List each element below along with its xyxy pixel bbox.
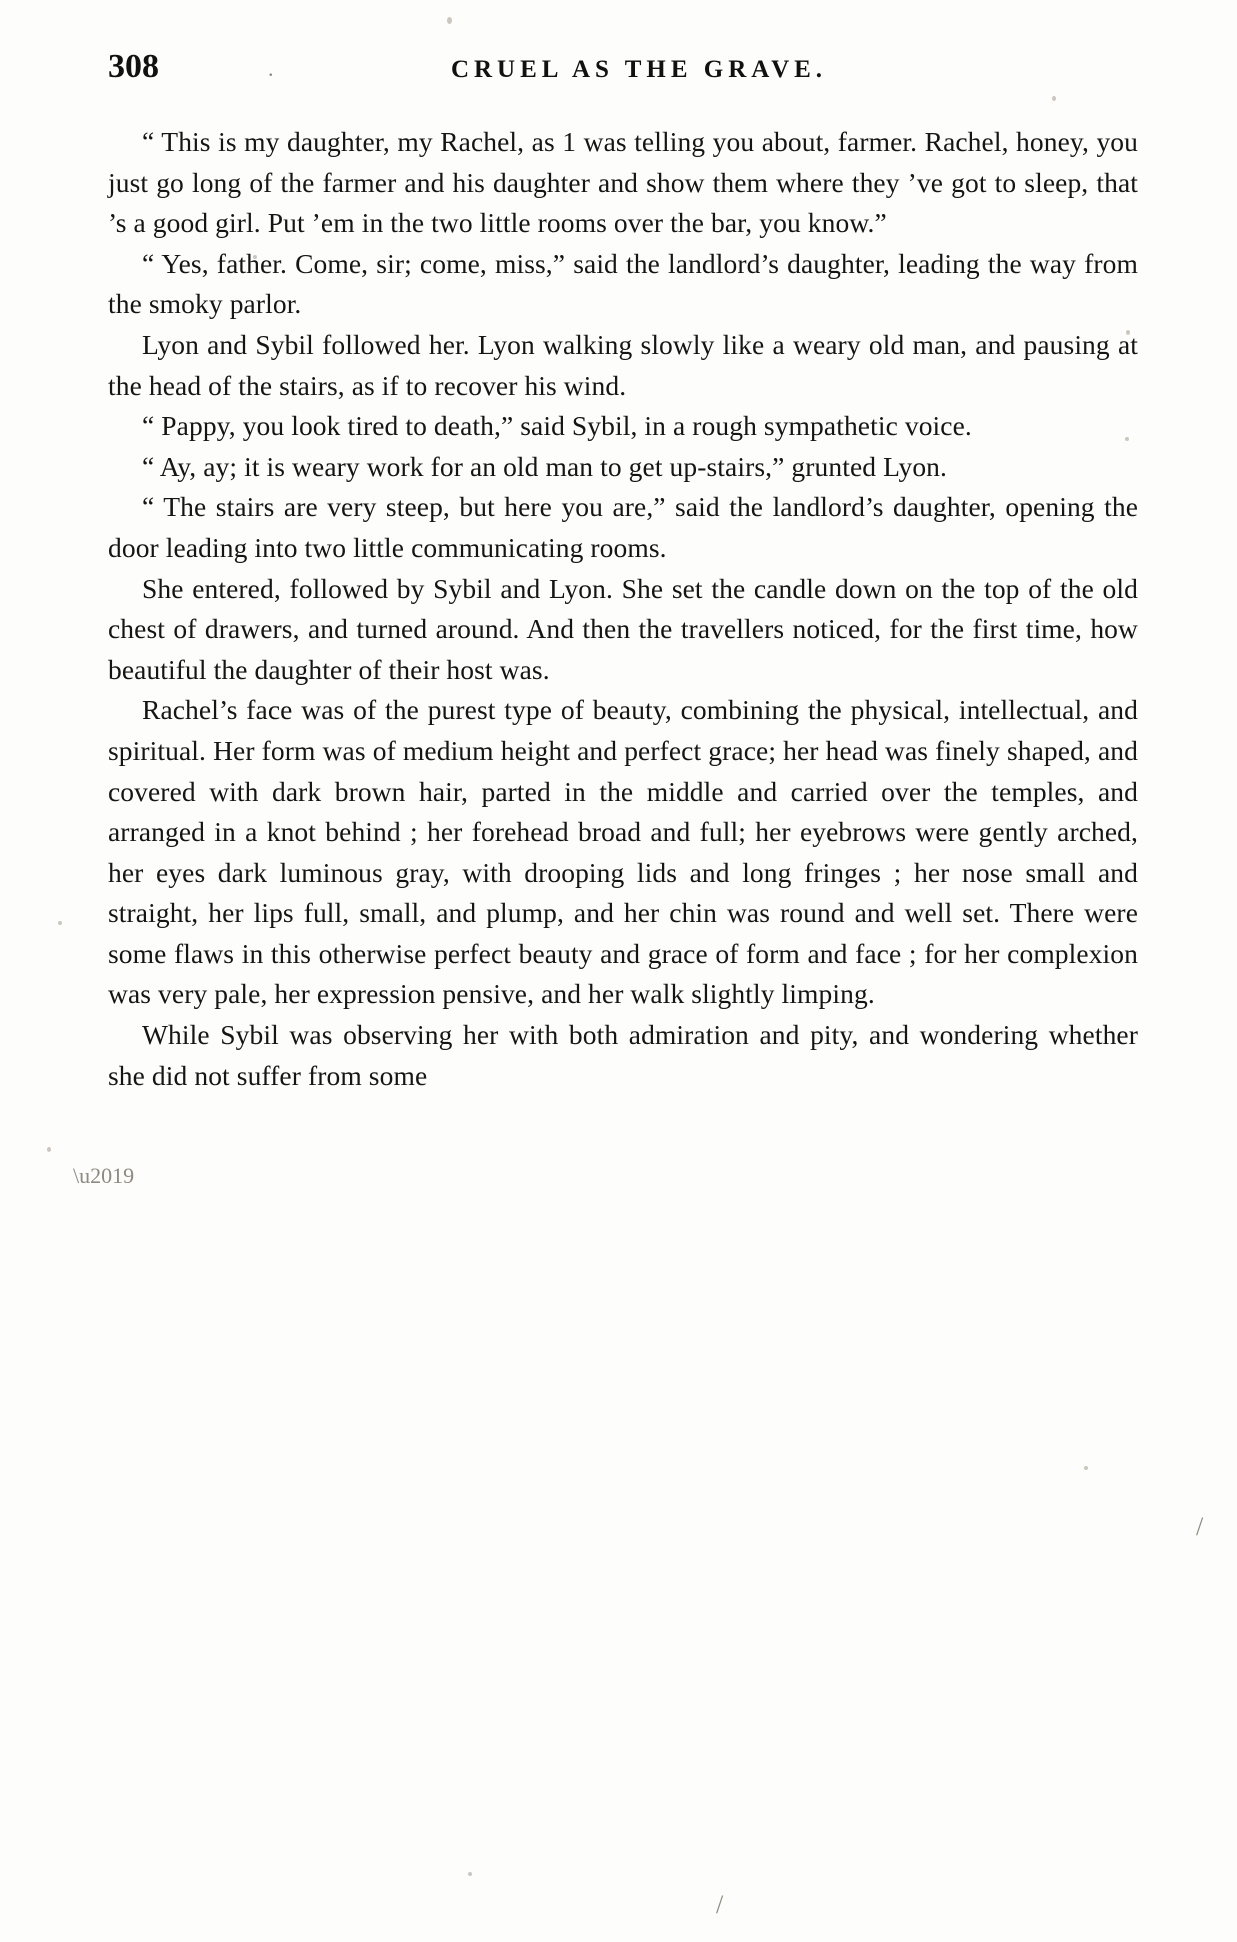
- paragraph: While Sybil was observing her with both admiration and pity, and wondering whether she did not suffer from some: [108, 1019, 1138, 1091]
- paragraph: Lyon and Sybil followed her. Lyon walking slowly like a weary old man, and pausing at the head of the stairs, as if to recover his wind.: [108, 328, 1138, 401]
- scan-mark: /: [1196, 1512, 1204, 1541]
- scan-mark: .: [268, 56, 274, 81]
- paragraph: “ Ay, ay; it is weary work for an old man to get up-stairs,” grunted Lyon.: [142, 450, 947, 482]
- paragraph: “ This is my daughter, my Rachel, as 1 was telling you about, farmer. Rachel, honey, you just go long of the farmer and his daughter and show them where they ’ve got to sleep, that ’s a good girl. Put ’em in the two little rooms over the bar, you know.”: [108, 126, 1138, 239]
- paragraph: “ The stairs are very steep, but here you are,” said the landlord’s daughter, opening the door leading into two little communicating rooms.: [108, 491, 1138, 563]
- scan-mark: \u2019: [73, 1163, 135, 1188]
- scan-mark: /: [716, 1890, 724, 1919]
- paragraph: She entered, followed by Sybil and Lyon. She set the candle down on the top of the old chest of drawers, and turned around. And then the travellers noticed, for the first time, how beautiful the daughter of their host was.: [108, 572, 1138, 685]
- paragraph: “ Pappy, you look tired to death,” said Sybil, in a rough sympathetic voice.: [142, 410, 972, 442]
- page-header: [108, 48, 1138, 100]
- page-number: 308: [108, 48, 159, 85]
- scan-speck: [468, 1872, 472, 1876]
- page-body: [108, 122, 1138, 1096]
- scan-speck: [1084, 1466, 1088, 1470]
- scan-speck: [47, 1147, 51, 1152]
- paragraph: “ Yes, father. Come, sir; come, miss,” said the landlord’s daughter, leading the way from the smoky parlor.: [108, 247, 1138, 320]
- paragraph: Rachel’s face was of the purest type of beauty, combining the physical, intellectual, and spiritual. Her form was of medium height and perfect grace; her head was finely shaped, and covered with dark brown hair, parted in the middle and carried over the temples, and arranged in a knot behind ; her forehead broad and full; her eyebrows were gently arched, her eyes dark luminous gray, with drooping lids and long fringes ; her nose small and straight, her lips full, small, and plump, and her chin was round and well set. There were some flaws in this otherwise perfect beauty and grace of form and face ; for her complexion was very pale, her expression pensive, and her walk slightly limping.: [108, 694, 1138, 1010]
- scan-speck: [447, 17, 452, 24]
- scan-speck: [58, 921, 62, 925]
- running-head: CRUEL AS THE GRAVE.: [450, 56, 828, 83]
